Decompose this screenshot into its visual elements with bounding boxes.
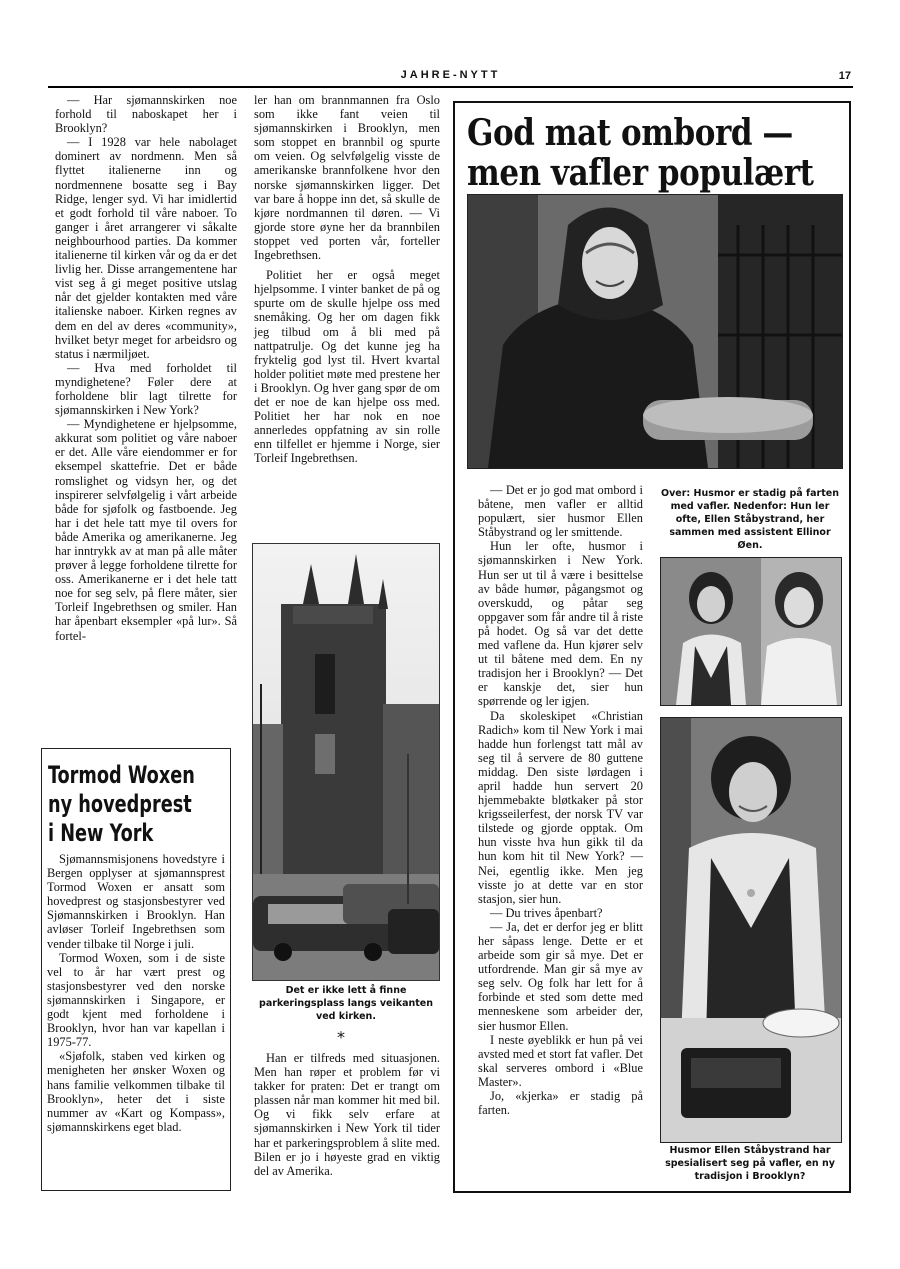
feature-column (478, 483, 643, 1117)
feature-headline (467, 113, 845, 193)
separator-asterisk: ⁎ (337, 1023, 345, 1042)
publication-title: JAHRE-NYTT (400, 69, 501, 81)
paragraph: Sjømannsmisjonens hovedstyre i Bergen opplyser at sjømannsprest Tormod Woxen er ansatt som hovedprest og stasjonsbestyrer ved Sjømannskirken i Brooklyn. Han avløser Torleif Ingebrethsen som vender tilbake til Norge i juli. (47, 852, 225, 951)
headline-line: God mat ombord — (467, 112, 793, 154)
article-column-1 (55, 93, 237, 643)
box-headline (48, 761, 228, 848)
paragraph: — Hva med forholdet til myndighetene? Føler dere at forholdene blir lagt tilrette for sjømannskirken i New York? (55, 360, 237, 418)
paragraph: Han er tilfreds med situasjonen. Men han røper et problem før vi takker for praten: Det er trangt om plassen når man kommer hit med bil. Og vi fikk selv erfare at sjømannskirken i New York til tider har et parkeringsproblem å slite med. Bilen er jo i høyeste grad en viktig del av Amerika. (254, 1051, 440, 1178)
housewife-waffles-photo (467, 194, 843, 469)
waffle-iron-portrait-photo (660, 717, 842, 1143)
paragraph: — Har sjømannskirken noe forhold til naboskapet her i Brooklyn? (55, 93, 237, 136)
article-column-2-end (254, 1051, 440, 1178)
article-column-2 (254, 93, 440, 465)
church-photo (252, 543, 440, 981)
feature-caption-bottom: Husmor Ellen Ståbystrand har spesialisert seg på vafler, en ny tradisjon i Brooklyn? (665, 1145, 835, 1182)
church-photo-caption: Det er ikke lett å finne parkeringsplass langs veikanten ved kirken. (259, 985, 433, 1022)
paragraph: I neste øyeblikk er hun på vei avsted med et stort fat vafler. Det skal serveres ombord i «Blue Master». (478, 1032, 643, 1089)
page-number: 17 (838, 70, 851, 82)
paragraph: — Du trives åpenbart? (490, 905, 603, 920)
paragraph: — Ja, det er derfor jeg er blitt her såpass lenge. Dette er et arbeide som gir så mye. Det er utfordrende. Man gir så mye av seg selv. Og folk har lett for å forbinde et sted som dette med menneskene som arbeider der, sier husmor Ellen. (478, 919, 643, 1033)
page-header (48, 66, 853, 88)
paragraph: «Sjøfolk, staben ved kirken og menigheten her ønsker Woxen og hans familie velkommen tilbake til Brooklyn», heter det i siste nummer av «Kart og Kompass», sjømannskirkens eget blad. (47, 1049, 225, 1134)
two-women-photo (660, 557, 842, 706)
paragraph: Hun ler ofte, husmor i sjømannskirken i New York. Hun ser ut til å være i besittelse av både humør, pågangsmot og overskudd, og påtar seg oppgaver som får andre til å riste på hodet. Og så var det dette med vaflene da. Hun kjører selv ut til båtene med dem. En ny tradisjon her i Brooklyn? — Det er kanskje det, sier hun spørrende og ler igjen. (478, 539, 643, 709)
paragraph: Da skoleskipet «Christian Radich» kom til New York i mai hadde hun forlengst tatt mål av seg til å servere de 80 guttene middag. Den siste lørdagen i april hadde hun servert 20 hjemmebakte bløtkaker på stor krigsseilerfest, der norsk TV var tilstede og gjorde opptak. Om hun visste hva hun gikk til da hun kom hit til New York? — Nei, egentlig ikke. Men jeg visste jo at dette var en stor stasjon, sier hun. (478, 708, 643, 906)
paragraph: ler han om brannmannen fra Oslo som ikke fant veien til sjømannskirken i Brooklyn, men som stoppet en brannbil og spurte om veien. Og selvfølgelig visste de amerikanske brannfolkene hvor den norske sjømannskirken ligger. Det var bare å hoppe inn det, så skulle de kjøre nordmannen til døren. — Vi gjorde store øyne her da brannbilen stoppet ved porten vår, forteller Ingebrethsen. (254, 93, 440, 263)
headline-line: ny hovedprest (48, 790, 192, 818)
paragraph: — Myndighetene er hjelpsomme, akkurat som politiet og våre naboer er det. Alle våre eiendommer er for eksempel skattefrie. Det er både romslighet og vidsyn her, og det inspirerer selvfølgelig i vårt arbeide både for sjøfolk og fastboende. Jeg har i det hele tatt mye til overs for både Amerika og amerikanerne. Jeg har inntrykk av at man på alle måter prøver å legge forholdene tilrette for oss. Amerikanerne er i det hele tatt noe for seg selv, på flere måter, sier Torleif Ingebrethsen og smiler. Han har åpenbart eksempler «på lur». Så fortel- (55, 417, 237, 643)
paragraph: — Det er jo god mat ombord i båtene, men vafler er alltid populært, sier husmor Ellen Ståbystrand og ler smittende. (478, 483, 643, 540)
box-text (47, 852, 225, 1134)
headline-line: Tormod Woxen (48, 761, 195, 789)
paragraph: Jo, «kjerka» er stadig på farten. (478, 1089, 643, 1118)
news-box-tormod-woxen (41, 748, 231, 1191)
headline-line: i New York (48, 819, 154, 847)
paragraph: Tormod Woxen, som i de siste vel to år har vært prest og stasjonsbestyrer ved den norske sjømannskirken i Singapore, er godt kjent med forholdene i Brooklyn, hvor han var kapellan i 1975-77. (47, 950, 225, 1050)
feature-caption-top: Over: Husmor er stadig på farten med vafler. Nedenfor: Hun ler ofte, Ellen Ståbystrand, her sammen med assistent Ellinor Øen. (661, 488, 839, 551)
headline-line: men vafler populært (467, 152, 814, 194)
paragraph: — I 1928 var hele nabolaget dominert av nordmenn. Men så flyttet italienerne inn og nordmennene bosatte seg i Bay Ridge, lenger syd. Vi har imidlertid et godt forhold til våre naboer. To ganger i året arrangerer vi såkalte neighbourhood parties. Da kommer italienerne til kirken vår og da er det livlig her. Disse arrangementene har vist seg å gi meget positive utslag når det gjelder kontakten med våre italienske naboer. Kirken regnes av dem en del av deres «community», hvilket betyr meget for arbeidsro og status i nærmiljøet. (55, 135, 237, 361)
paragraph: Politiet her er også meget hjelpsomme. I vinter banket de på og spurte om de skulle hjelpe oss med snemåking. Og her om dagen fikk jeg tilbud om å bli med på nattpatrulje. Og det kunne jeg ha fryktelig god lyst til. Hvert kvartal holder politiet møte med prestene her i Brooklyn. Og hver gang spør de om det er noe de kan hjelpe oss med. Politiet her har nok en noe annerledes oppfatning av sin rolle enn tilfellet er hjemme i Norge, sier Torleif Ingebrethsen. (254, 268, 440, 466)
